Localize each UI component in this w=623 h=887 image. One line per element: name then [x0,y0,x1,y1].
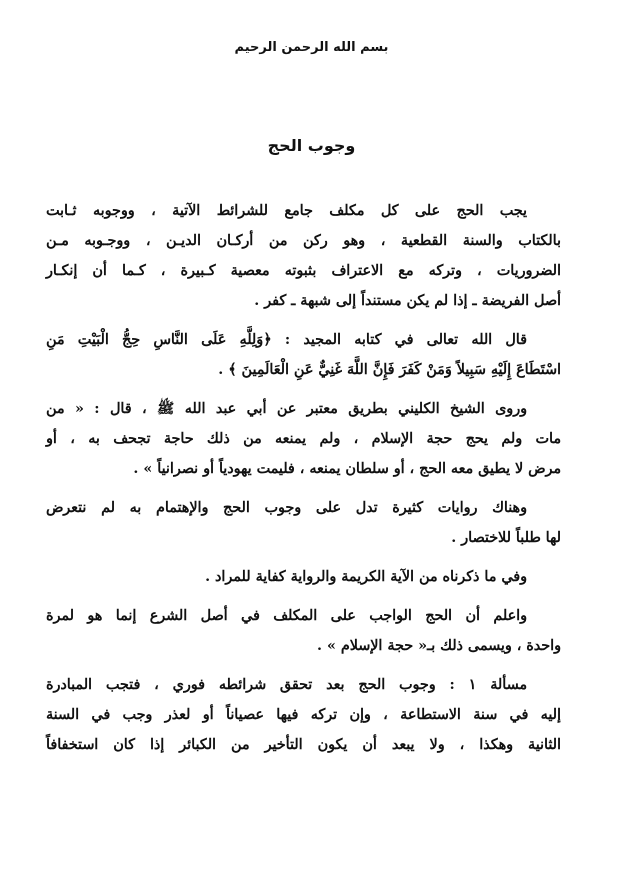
text-line: لها طلباً للاختصار . [451,530,561,546]
text-line: إليه في سنة الاستطاعة ، وإن تركه فيها عصياناً أو لعذر وجب في السنة [46,707,561,723]
text-line: اسْتَطَاعَ إِلَيْهِ سَبِيلاً وَمَنْ كَفَرَ فَإِنَّ اللَّهَ غَنِيٌّ عَنِ الْعَالَمِينَ ﴾ . [218,362,561,378]
paragraph [46,196,561,316]
text-line: مسألة ١ : وجوب الحج بعد تحقق شرائطه فوري ، فتجب المبادرة [46,677,527,693]
text-line: مرض لا يطيق معه الحج ، أو سلطان يمنعه ، فليمت يهودياً أو نصرانياً » . [133,461,561,477]
chapter-title: وجوب الحج [267,136,356,155]
text-line: الثانية وهكذا ، ولا يبعد أن يكون التأخير من الكبائر إذا كان استخفافاً [46,737,561,753]
text-line: وهناك روايات كثيرة تدل على وجوب الحج والإهتمام به لم نتعرض [46,500,527,516]
text-line: وفي ما ذكرناه من الآية الكريمة والرواية كفاية للمراد . [205,569,527,585]
basmala-header: بسم الله الرحمن الرحيم [234,40,389,55]
text-line: يجب الحج على كل مكلف جامع للشرائط الآتية ، ووجوبه ثـابت [46,203,527,219]
text-line: واعلم أن الحج الواجب على المكلف في أصل الشرع إنما هو لمرة [46,608,527,624]
paragraph [46,562,561,592]
text-line: بالكتاب والسنة القطعية ، وهو ركن من أركـان الديـن ، ووجـوبه مـن [46,233,561,249]
body-text [46,196,561,760]
text-line: واحدة ، ويسمى ذلك بـ« حجة الإسلام » . [317,638,561,654]
paragraph-quran-verse [46,325,561,385]
text-line: وروى الشيخ الكليني بطريق معتبر عن أبي عبد الله ﷺ ، قال : « من [46,401,527,417]
text-line: الضروريات ، وتركه مع الاعتراف بثبوته معصية كـبيرة ، كـما أن إنكـار [46,263,561,279]
paragraph-issue-1 [46,670,561,760]
paragraph [46,601,561,661]
paragraph [46,493,561,553]
text-line: مات ولم يحج حجة الإسلام ، ولم يمنعه من ذلك حاجة تجحف به ، أو [46,431,561,447]
text-line: أصل الفريضة ـ إذا لم يكن مستنداً إلى شبهة ـ كفر . [254,293,561,309]
text-line: قال الله تعالى في كتابه المجيد : ﴿وَلِلَّهِ عَلَى النَّاسِ حِجُّ الْبَيْتِ مَنِ [46,332,527,348]
paragraph-hadith [46,394,561,484]
